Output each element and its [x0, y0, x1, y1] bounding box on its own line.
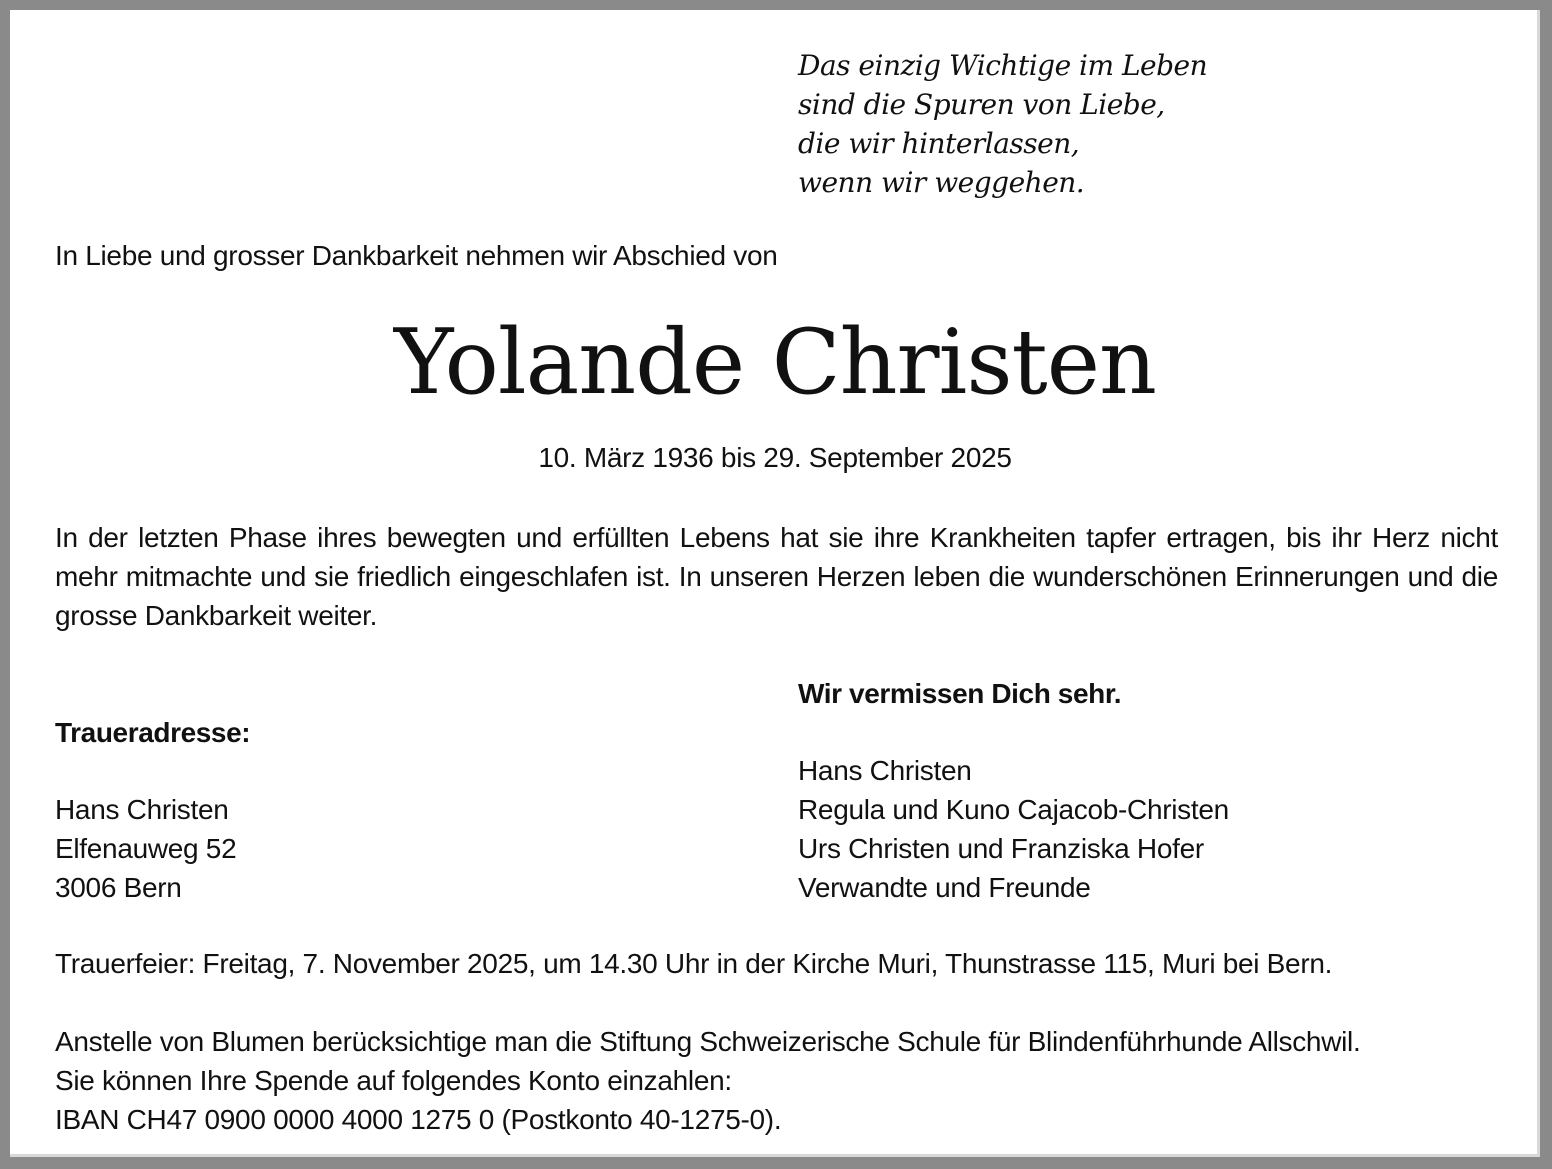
mourner: Urs Christen und Franziska Hofer	[798, 833, 1204, 864]
intro-text: In Liebe und grosser Dankbarkeit nehmen wir Abschied von	[55, 240, 778, 271]
donation-line: Sie können Ihre Spende auf folgendes Konto einzahlen:	[55, 1065, 732, 1096]
obituary-body: In der letzten Phase ihres bewegten und erfüllten Lebens hat sie ihre Krankheiten tapfer ertragen, bis ihr Herz nicht mehr mitmachte und sie friedlich eingeschlafen ist. In unseren Herzen leben die wunderschönen Erinnerungen und die grosse Dankbarkeit weiter.	[55, 522, 1498, 631]
mourner: Regula und Kuno Cajacob-Christen	[798, 794, 1229, 825]
mourner: Verwandte und Freunde	[798, 872, 1091, 903]
motto-line: sind die Spuren von Liebe,	[798, 88, 1165, 121]
motto-line: wenn wir weggehen.	[798, 166, 1085, 199]
funeral-service-info: Trauerfeier: Freitag, 7. November 2025, um 14.30 Uhr in der Kirche Muri, Thunstrasse 115, Muri bei Bern.	[55, 948, 1333, 979]
donation-line: IBAN CH47 0900 0000 4000 1275 0 (Postkonto 40-1275-0).	[55, 1104, 782, 1135]
mourning-address-label: Traueradresse:	[55, 717, 251, 748]
missing-you-heading: Wir vermissen Dich sehr.	[798, 678, 1122, 709]
motto-line: Das einzig Wichtige im Leben	[798, 49, 1208, 82]
motto-line: die wir hinterlassen,	[798, 127, 1080, 160]
mourning-address	[55, 790, 236, 907]
deceased-name: Yolande Christen	[394, 310, 1156, 415]
address-line: Elfenauweg 52	[55, 833, 237, 864]
donation-line: Anstelle von Blumen berücksichtige man die Stiftung Schweizerische Schule für Blindenführhunde Allschwil.	[55, 1026, 1361, 1057]
donation-info	[55, 1022, 1360, 1139]
obituary-page	[10, 10, 1540, 1157]
address-line: Hans Christen	[55, 794, 229, 825]
address-line: 3006 Bern	[55, 872, 182, 903]
mourner: Hans Christen	[798, 755, 972, 786]
motto-quote	[798, 46, 1207, 202]
life-dates: 10. März 1936 bis 29. September 2025	[538, 442, 1012, 473]
mourners-list	[798, 751, 1229, 907]
